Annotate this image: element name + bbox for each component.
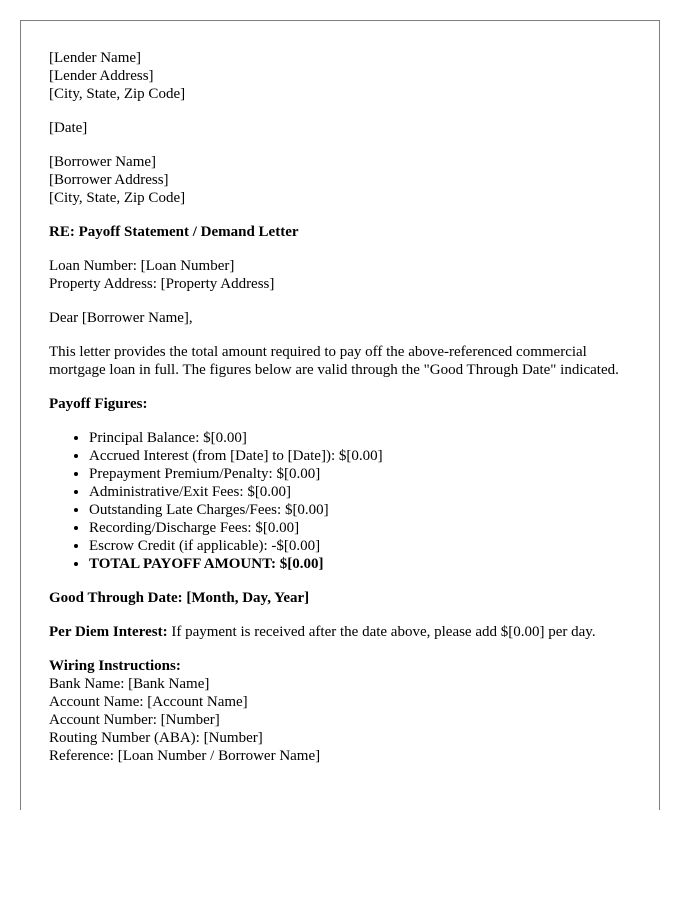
payoff-heading-block (49, 395, 659, 413)
lender-name: [Lender Name] (49, 50, 142, 66)
lender-address: [Lender Address] (49, 68, 154, 84)
wiring-heading: Wiring Instructions: (49, 658, 181, 674)
salutation: Dear [Borrower Name], (49, 310, 193, 326)
payoff-item-prepayment: • Prepayment Premium/Penalty: $[0.00] (89, 465, 659, 483)
borrower-name: [Borrower Name] (49, 154, 157, 170)
payoff-item-principal: • Principal Balance: $[0.00] (89, 429, 659, 447)
payoff-item-recording-fees: • Recording/Discharge Fees: $[0.00] (89, 519, 659, 537)
wiring-routing-number: Routing Number (ABA): [Number] (49, 730, 263, 746)
payoff-heading: Payoff Figures: (49, 396, 148, 412)
per-diem-block (49, 623, 659, 641)
letter-date: [Date] (49, 120, 88, 136)
payoff-item-admin-fees: • Administrative/Exit Fees: $[0.00] (89, 483, 659, 501)
payoff-item-escrow-credit: • Escrow Credit (if applicable): -$[0.00] (89, 537, 659, 555)
per-diem-text: If payment is received after the date above, please add $[0.00] per day. (167, 624, 596, 640)
wiring-reference: Reference: [Loan Number / Borrower Name] (49, 748, 321, 764)
good-through-date: Good Through Date: [Month, Day, Year] (49, 590, 310, 606)
property-address-line: Property Address: [Property Address] (49, 276, 275, 292)
wiring-block (49, 657, 659, 765)
borrower-city-state-zip: [City, State, Zip Code] (49, 190, 186, 206)
subject-line: RE: Payoff Statement / Demand Letter (49, 224, 299, 240)
lender-city-state-zip: [City, State, Zip Code] (49, 86, 186, 102)
letter-page (20, 20, 660, 810)
salutation-block (49, 309, 659, 327)
payoff-item-accrued-interest: • Accrued Interest (from [Date] to [Date]): $[0.00] (89, 447, 659, 465)
loan-info-block (49, 257, 659, 293)
intro-paragraph: This letter provides the total amount required to pay off the above-referenced commercial mortgage loan in full. The figures below are valid through the "Good Through Date" indicated. (49, 344, 619, 378)
wiring-bank-name: Bank Name: [Bank Name] (49, 676, 210, 692)
payoff-item-late-charges: • Outstanding Late Charges/Fees: $[0.00] (89, 501, 659, 519)
per-diem-label: Per Diem Interest: (49, 624, 168, 640)
wiring-account-number: Account Number: [Number] (49, 712, 220, 728)
wiring-account-name: Account Name: [Account Name] (49, 694, 248, 710)
loan-number-line: Loan Number: [Loan Number] (49, 258, 235, 274)
payoff-figures-list (49, 429, 659, 573)
per-diem-line (49, 623, 659, 641)
borrower-address: [Borrower Address] (49, 172, 169, 188)
borrower-block (49, 153, 659, 207)
date-block (49, 119, 659, 137)
payoff-total: • TOTAL PAYOFF AMOUNT: $[0.00] (89, 555, 659, 573)
good-through-block (49, 589, 659, 607)
lender-block (49, 49, 659, 103)
subject-block (49, 223, 659, 241)
